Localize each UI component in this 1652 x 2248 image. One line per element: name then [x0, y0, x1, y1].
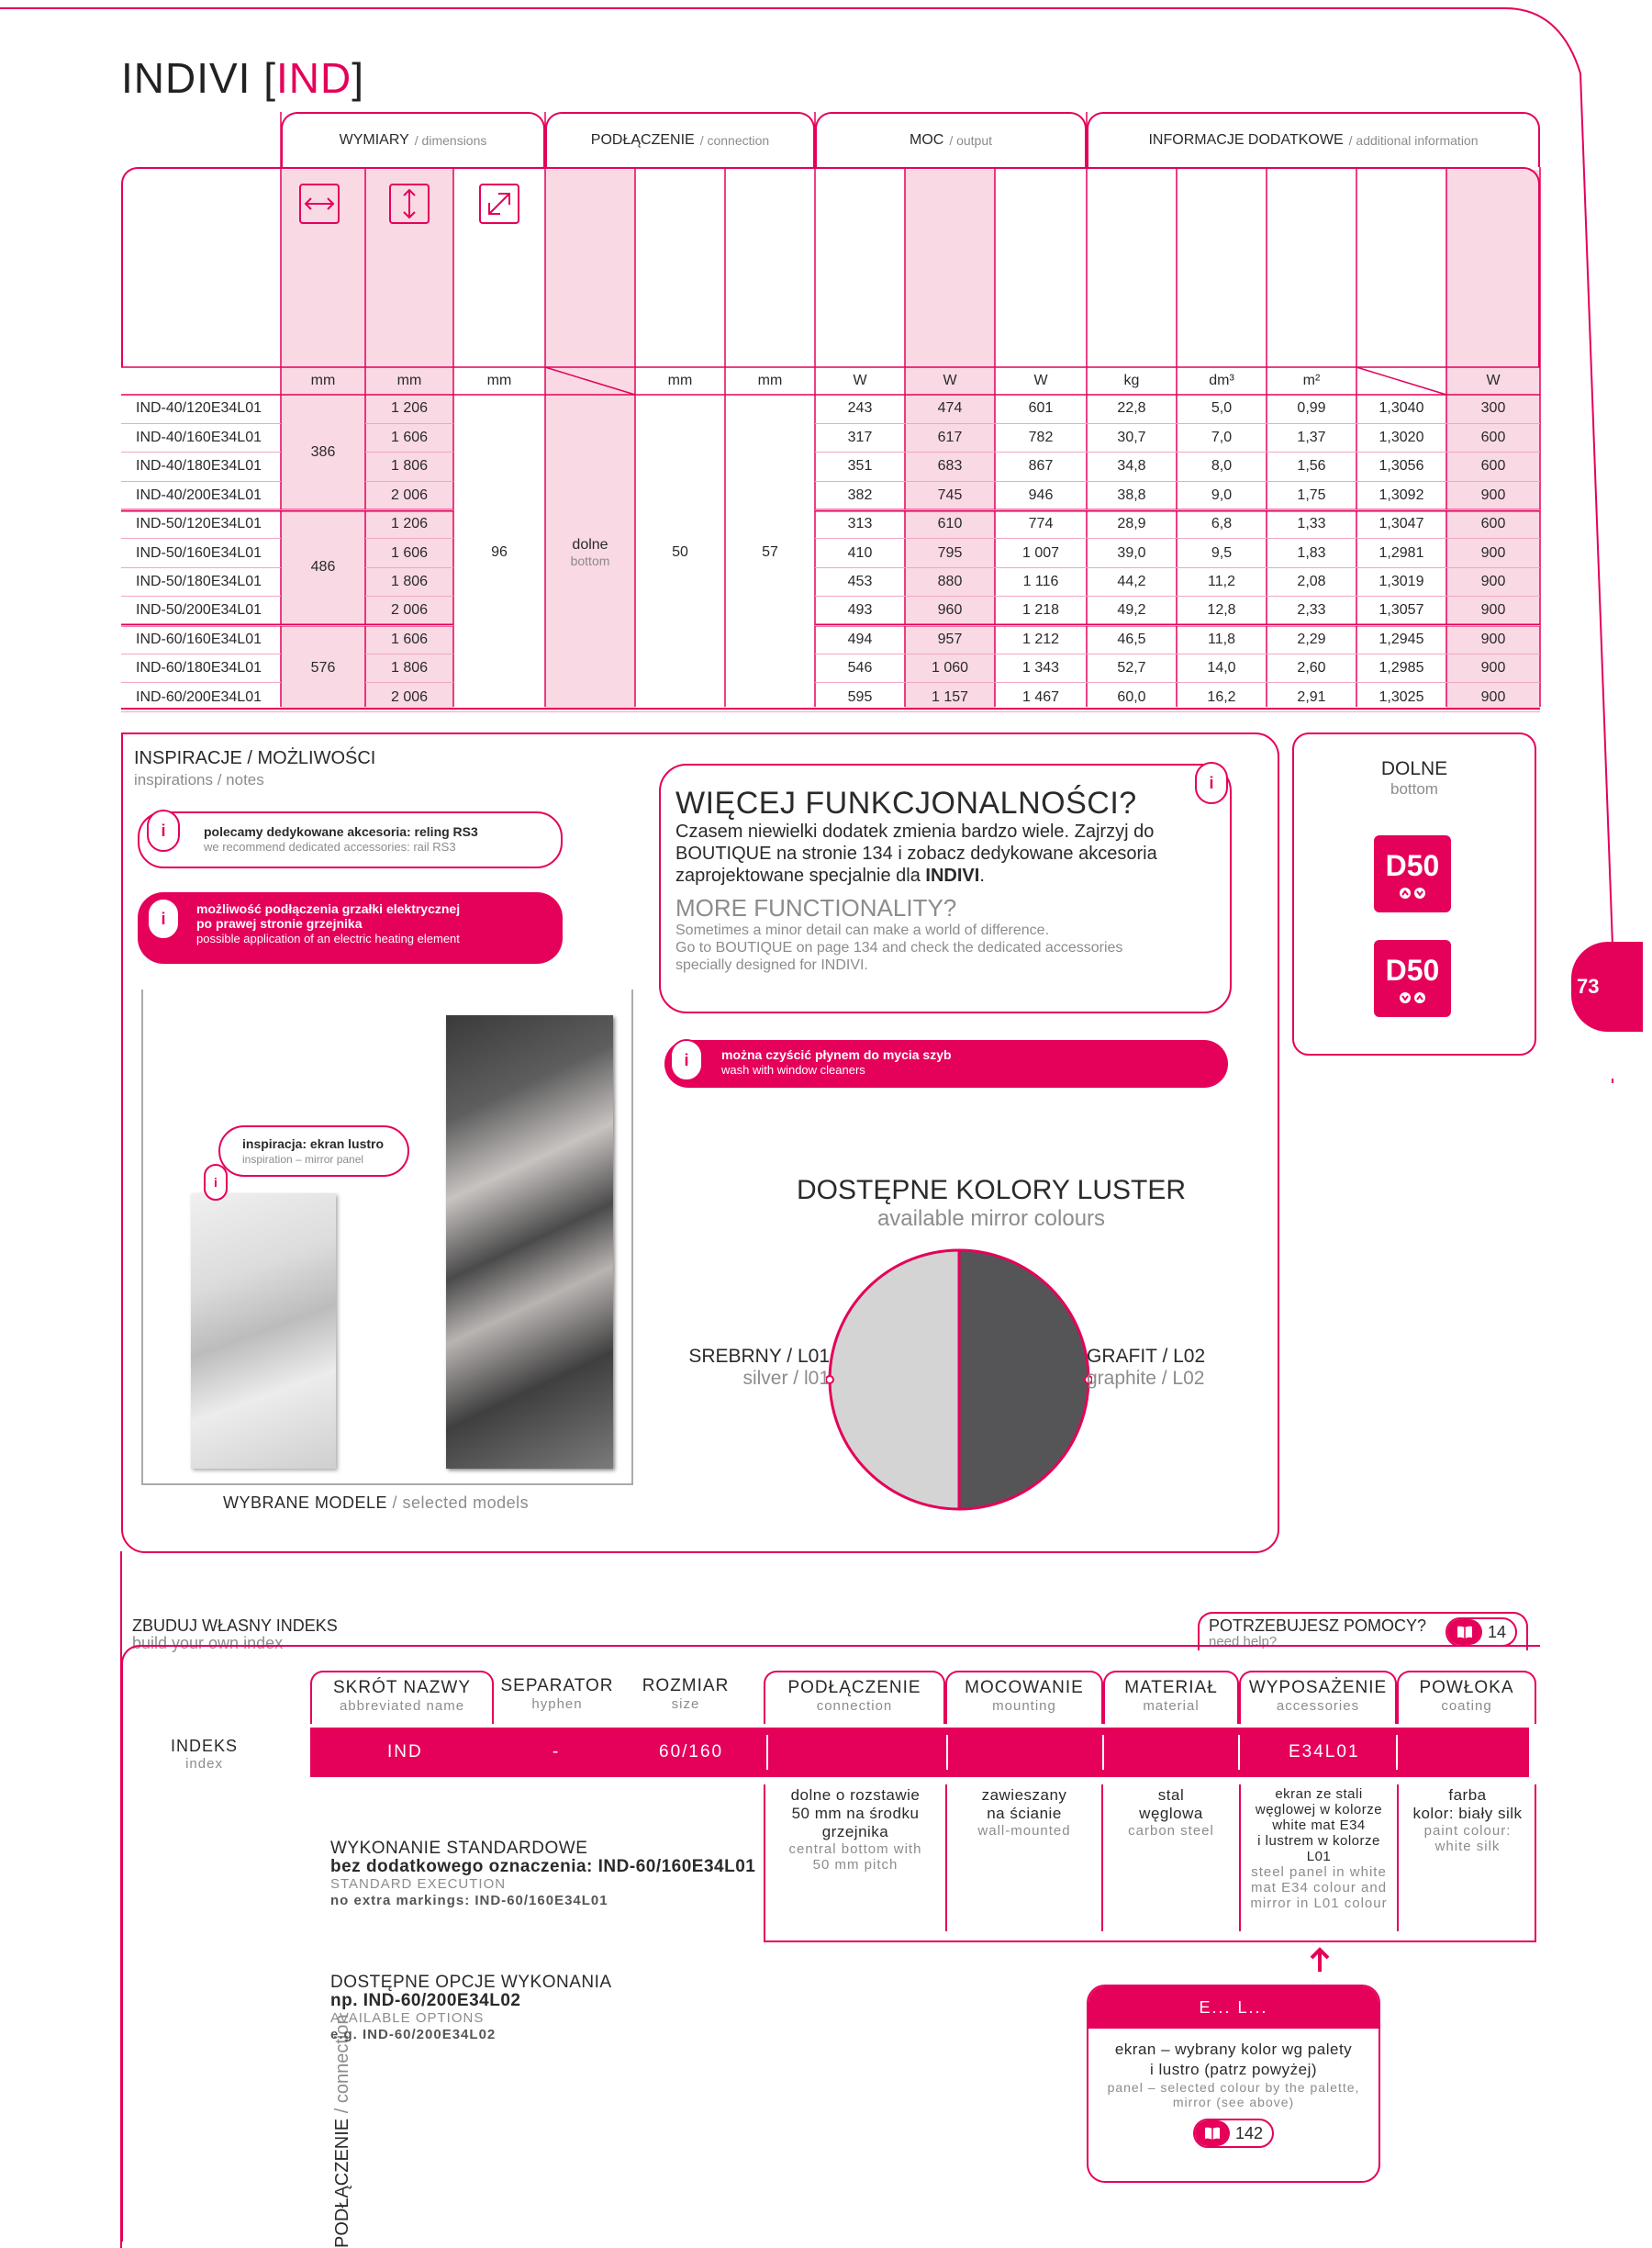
- cell-heat: 900: [1446, 654, 1540, 683]
- cell-water: 12,8: [1177, 597, 1267, 625]
- d50-tag: D50: [1374, 835, 1451, 912]
- cell-area: 1,83: [1267, 539, 1356, 567]
- cell-n: 1,2981: [1356, 539, 1446, 567]
- help-box: POTRZEBUJESZ POMOCY? need help? 14: [1198, 1612, 1528, 1650]
- pie-slice-graphite: [959, 1250, 1088, 1509]
- cell-model: IND-60/160E34L01: [121, 625, 281, 654]
- cell-water: 16,2: [1177, 683, 1267, 711]
- cell-p55: 453: [815, 567, 905, 596]
- cell-p90: 1 212: [995, 625, 1087, 654]
- type-main: dolne: [572, 537, 608, 554]
- cell-mass: 34,8: [1087, 453, 1177, 481]
- inspirations-title: INSPIRACJE / MOŻLIWOŚCI inspirations / notes: [134, 748, 376, 788]
- cell-heat: 900: [1446, 567, 1540, 596]
- cell-water: 6,8: [1177, 510, 1267, 539]
- cell-height: 2 006: [365, 481, 453, 509]
- note-mirror: inspiracja: ekran lustro inspiration – mirror panel: [218, 1125, 409, 1177]
- connection-side-label: PODŁĄCZENIE / connection: [332, 2014, 352, 2248]
- standard-execution: WYKONANIE STANDARDOWE bez dodatkowego oznaczenia: IND-60/160E34L01 STANDARD EXECUTION no extra markings: IND-60/160E34L01: [330, 1839, 756, 1908]
- d50-tag: D50: [1374, 940, 1451, 1017]
- cell-water: 9,5: [1177, 539, 1267, 567]
- cell-n: 1,3019: [1356, 567, 1446, 596]
- cell-height: 1 606: [365, 539, 453, 567]
- cell-mass: 44,2: [1087, 567, 1177, 596]
- cell-n: 1,3040: [1356, 395, 1446, 423]
- cell-mass: 52,7: [1087, 654, 1177, 683]
- width-icon: [299, 184, 340, 224]
- hdr-material: MATERIAŁ material: [1103, 1671, 1239, 1724]
- cell-p75: 745: [905, 481, 995, 509]
- cell-heat: 600: [1446, 423, 1540, 452]
- info-icon: i: [204, 1164, 228, 1201]
- cell-heat: 600: [1446, 453, 1540, 481]
- cell-area: 1,56: [1267, 453, 1356, 481]
- group-connection: PODŁĄCZENIE / connection: [545, 112, 815, 167]
- cell-n: 1,3057: [1356, 597, 1446, 625]
- cell-p75: 1 060: [905, 654, 995, 683]
- index-label: INDEKS index: [171, 1737, 239, 1772]
- index-bar: IND - 60/160 E34L01: [310, 1728, 1529, 1777]
- cell-p90: 1 218: [995, 597, 1087, 625]
- info-icon: i: [147, 810, 180, 852]
- cell-water: 7,0: [1177, 423, 1267, 452]
- hdr-connection: PODŁĄCZENIE connection: [764, 1671, 945, 1724]
- silver-label: SREBRNY / L01 silver / l01: [688, 1346, 830, 1389]
- cell-n: 1,3092: [1356, 481, 1446, 509]
- desc-accessories: ekran ze stali węglowej w kolorze white mat E34 i lustrem w kolorze L01 steel panel in white mat E34 colour and mirror in L01 colour: [1241, 1784, 1399, 1931]
- cell-model: IND-50/120E34L01: [121, 510, 281, 539]
- cell-pitch: 50: [635, 395, 725, 711]
- help-page-link[interactable]: 14: [1446, 1617, 1517, 1647]
- cell-water: 11,8: [1177, 625, 1267, 654]
- cell-mass: 49,2: [1087, 597, 1177, 625]
- cell-depth: 96: [453, 395, 545, 711]
- cell-model: IND-40/200E34L01: [121, 481, 281, 509]
- colors-title: DOSTĘPNE KOLORY LUSTER available mirror colours: [796, 1175, 1186, 1231]
- cell-height: 1 806: [365, 654, 453, 683]
- cell-n: 1,3047: [1356, 510, 1446, 539]
- cell-width: 576: [281, 625, 365, 711]
- height-icon: [389, 184, 430, 224]
- cell-p90: 782: [995, 423, 1087, 452]
- table-row: [121, 510, 1540, 539]
- desc-mounting: zawieszany na ścianie wall-mounted: [947, 1784, 1103, 1931]
- cell-p55: 313: [815, 510, 905, 539]
- cell-p90: 1 467: [995, 683, 1087, 711]
- cell-water: 11,2: [1177, 567, 1267, 596]
- cell-height: 1 606: [365, 625, 453, 654]
- cell-p75: 957: [905, 625, 995, 654]
- cell-p75: 1 157: [905, 683, 995, 711]
- cell-mass: 46,5: [1087, 625, 1177, 654]
- selected-models-caption: WYBRANE MODELE / selected models: [223, 1493, 530, 1512]
- cell-heat: 300: [1446, 395, 1540, 423]
- hdr-mounting: MOCOWANIE mounting: [945, 1671, 1103, 1724]
- table-row: [121, 625, 1540, 654]
- cell-p75: 880: [905, 567, 995, 596]
- cell-p55: 317: [815, 423, 905, 452]
- units-row: mm mm mm mm mm W W W kg dm³ m² W: [310, 373, 1501, 388]
- cell-p90: 1 007: [995, 539, 1087, 567]
- note-rail: polecamy dedykowane akcesoria: reling RS3 we recommend dedicated accessories: rail RS3: [138, 811, 563, 868]
- cell-model: IND-50/160E34L01: [121, 539, 281, 567]
- cell-mass: 30,7: [1087, 423, 1177, 452]
- cell-model: IND-40/120E34L01: [121, 395, 281, 423]
- cell-p75: 617: [905, 423, 995, 452]
- cell-p55: 351: [815, 453, 905, 481]
- cell-area: 1,75: [1267, 481, 1356, 509]
- info-icon: i: [147, 898, 180, 940]
- cell-area: 2,91: [1267, 683, 1356, 711]
- cell-p55: 382: [815, 481, 905, 509]
- cell-p75: 683: [905, 453, 995, 481]
- cell-heat: 900: [1446, 625, 1540, 654]
- info-icon: i: [670, 1039, 703, 1081]
- spec-table: [121, 395, 1540, 712]
- book-icon: [1447, 1619, 1482, 1645]
- cell-height: 2 006: [365, 597, 453, 625]
- cell-model: IND-40/160E34L01: [121, 423, 281, 452]
- cell-n: 1,2945: [1356, 625, 1446, 654]
- connection-title: DOLNE bottom: [1380, 758, 1448, 798]
- page-number: 73: [1571, 942, 1643, 1032]
- desc-connection: dolne o rozstawie 50 mm na środku grzejnika central bottom with 50 mm pitch: [765, 1784, 947, 1931]
- cell-heat: 600: [1446, 510, 1540, 539]
- index-title: ZBUDUJ WŁASNY INDEKS build your own index: [132, 1616, 338, 1652]
- cell-model: IND-40/180E34L01: [121, 453, 281, 481]
- cell-p75: 960: [905, 597, 995, 625]
- cell-area: 2,29: [1267, 625, 1356, 654]
- cell-n: 1,3025: [1356, 683, 1446, 711]
- cell-n: 1,2985: [1356, 654, 1446, 683]
- cell-height: 1 206: [365, 510, 453, 539]
- cell-water: 14,0: [1177, 654, 1267, 683]
- cell-mass: 28,9: [1087, 510, 1177, 539]
- hdr-accessories: WYPOSAŻENIE accessories: [1239, 1671, 1397, 1724]
- graphite-label: GRAFIT / L02 graphite / L02: [1087, 1346, 1206, 1389]
- arrow-up-icon: [1309, 1946, 1331, 1974]
- cell-height: 2 006: [365, 683, 453, 711]
- cell-type: [545, 395, 635, 711]
- cell-p75: 610: [905, 510, 995, 539]
- cell-p55: 546: [815, 654, 905, 683]
- cell-height: 1 806: [365, 453, 453, 481]
- cell-n: 1,3056: [1356, 453, 1446, 481]
- cell-model: IND-60/200E34L01: [121, 683, 281, 711]
- cell-height: 1 606: [365, 423, 453, 452]
- hdr-coating: POWŁOKA coating: [1397, 1671, 1536, 1724]
- cell-water: 8,0: [1177, 453, 1267, 481]
- group-additional: INFORMACJE DODATKOWE / additional information: [1087, 112, 1540, 167]
- color-pie: [826, 1247, 1092, 1513]
- cell-p55: 493: [815, 597, 905, 625]
- functionality-box: WIĘCEJ FUNKCJONALNOŚCI? Czasem niewielki dodatek zmienia bardzo wiele. Zajrzyj do BOUTIQUE na stronie 134 i zobacz dedykowane akcesoria zaprojektowane specjalnie dla INDIVI. MORE FUNCTIONALITY? Sometimes a minor detail can make a world of difference. Go to BOUTIQUE on page 134 and check the dedicated accessories specially designed for INDIVI.: [659, 764, 1232, 1013]
- cell-p90: 946: [995, 481, 1087, 509]
- hdr-name: SKRÓT NAZWY abbreviated name: [310, 1671, 494, 1724]
- cell-water: 9,0: [1177, 481, 1267, 509]
- mirror-panel-graphite: [446, 1015, 613, 1469]
- cell-p90: 1 116: [995, 567, 1087, 596]
- hdr-size: ROZMIAR size: [642, 1676, 730, 1712]
- pie-slice-silver: [830, 1250, 959, 1509]
- cell-n: 1,3020: [1356, 423, 1446, 452]
- cell-area: 2,08: [1267, 567, 1356, 596]
- cell-water: 5,0: [1177, 395, 1267, 423]
- cell-wall: 57: [725, 395, 815, 711]
- panel-page-link[interactable]: 142: [1193, 2119, 1274, 2148]
- hdr-separator: SEPARATOR hyphen: [500, 1676, 614, 1712]
- cell-heat: 900: [1446, 539, 1540, 567]
- cell-p55: 410: [815, 539, 905, 567]
- cell-height: 1 206: [365, 395, 453, 423]
- cell-mass: 22,8: [1087, 395, 1177, 423]
- cell-p55: 595: [815, 683, 905, 711]
- cell-model: IND-60/180E34L01: [121, 654, 281, 683]
- cell-p90: 601: [995, 395, 1087, 423]
- cell-area: 0,99: [1267, 395, 1356, 423]
- cell-model: IND-50/200E34L01: [121, 597, 281, 625]
- cell-p90: 867: [995, 453, 1087, 481]
- cell-mass: 60,0: [1087, 683, 1177, 711]
- cell-model: IND-50/180E34L01: [121, 567, 281, 596]
- desc-coating: farba kolor: biały silk paint colour: white silk: [1412, 1786, 1523, 1854]
- cell-area: 1,33: [1267, 510, 1356, 539]
- cell-p55: 243: [815, 395, 905, 423]
- cell-p75: 474: [905, 395, 995, 423]
- cell-height: 1 806: [365, 567, 453, 596]
- note-heating: możliwość podłączenia grzałki elektrycznej po prawej stronie grzejnika possible application of an electric heating element: [138, 892, 563, 964]
- type-sub: bottom: [570, 554, 610, 569]
- note-clean: można czyścić płynem do mycia szyb wash with window cleaners: [664, 1040, 1228, 1088]
- cell-mass: 38,8: [1087, 481, 1177, 509]
- desc-material: stal węglowa carbon steel: [1103, 1784, 1241, 1931]
- mirror-panel-silver: [191, 1193, 336, 1469]
- cell-area: 2,60: [1267, 654, 1356, 683]
- page-title: INDIVI [IND]: [121, 54, 365, 102]
- cell-heat: 900: [1446, 481, 1540, 509]
- group-dimensions: WYMIARY / dimensions: [281, 112, 545, 167]
- info-icon: i: [1195, 762, 1228, 804]
- cell-heat: 900: [1446, 597, 1540, 625]
- panel-option-box: E... L... ekran – wybrany kolor wg palety i lustro (patrz powyżej) panel – selected colour by the palette, mirror (see above) 142: [1087, 1985, 1380, 2183]
- table-row: [121, 395, 1540, 423]
- cell-area: 1,37: [1267, 423, 1356, 452]
- cell-p90: 774: [995, 510, 1087, 539]
- cell-p55: 494: [815, 625, 905, 654]
- depth-icon: [479, 184, 519, 224]
- cell-width: 386: [281, 395, 365, 510]
- cell-area: 2,33: [1267, 597, 1356, 625]
- available-options: DOSTĘPNE OPCJE WYKONANIA np. IND-60/200E34L02 AVAILABLE OPTIONS e.g. IND-60/200E34L02: [330, 1973, 612, 2042]
- cell-p75: 795: [905, 539, 995, 567]
- cell-p90: 1 343: [995, 654, 1087, 683]
- cell-mass: 39,0: [1087, 539, 1177, 567]
- book-icon: [1195, 2120, 1230, 2146]
- group-output: MOC / output: [815, 112, 1087, 167]
- cell-width: 486: [281, 510, 365, 626]
- cell-heat: 900: [1446, 683, 1540, 711]
